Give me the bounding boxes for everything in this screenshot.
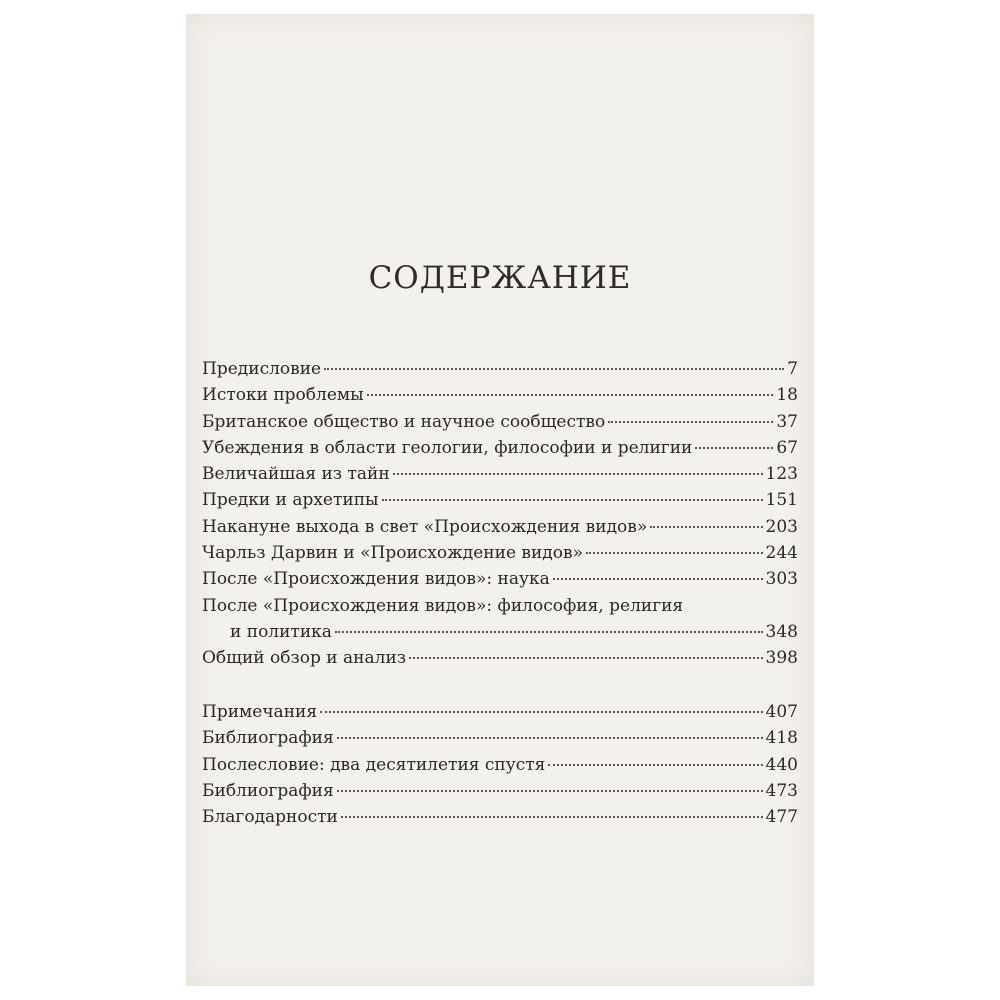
toc-entry [202,385,798,411]
toc-entry [202,438,798,464]
toc-entry-label: Библиография [202,728,334,749]
toc-entry-page: 418 [765,728,798,749]
toc-entry [202,807,798,833]
toc-entry [202,702,798,728]
toc-back-matter-list [202,702,798,833]
dot-leader [393,473,763,475]
dot-leader [586,552,763,554]
toc-entry-label: Убеждения в области геологии, философии и религии [202,437,693,458]
toc-entry [202,359,798,385]
toc-entry-label: Библиография [202,780,334,801]
toc-entry-label: После «Происхождения видов»: наука [202,569,550,590]
dot-leader [548,764,762,766]
book-page [186,14,814,986]
toc-entry-page: 303 [765,569,798,590]
toc-entry-page: 407 [765,702,798,722]
toc-entry-page: 477 [765,807,798,828]
toc-entry-label: Предисловие [202,359,322,379]
dot-leader [335,631,763,633]
toc-entry [202,648,798,674]
toc-entry-page: 244 [765,543,798,564]
toc-entry-label: Благодарности [202,807,338,828]
dot-leader [320,711,762,713]
dot-leader [608,421,773,423]
toc-entry [202,543,798,569]
dot-leader [337,737,763,739]
dot-leader [324,368,784,370]
toc-entry-label: После «Происхождения видов»: философия, религия [202,595,684,616]
toc-entry-label: Величайшая из тайн [202,464,390,485]
page-title: СОДЕРЖАНИЕ [368,260,632,296]
toc-entry [202,490,798,516]
toc-entry-line-2 [202,622,798,648]
toc-entry [202,728,798,754]
dot-leader [367,394,774,396]
toc-entry-page: 7 [787,359,798,379]
toc-entry-page: 473 [765,780,798,801]
toc-entry [202,755,798,781]
toc-main-list [202,359,798,675]
toc-entry [202,412,798,438]
toc-entry-label: Общий обзор и анализ [202,648,407,669]
dot-leader [650,526,762,528]
toc-entry-label: Примечания [202,702,318,722]
dot-leader [337,790,763,792]
toc-entry-label: Накануне выхода в свет «Происхождения видов» [202,516,648,537]
toc-entry-page: 440 [765,754,798,775]
dot-leader [553,578,763,580]
toc-entry-label: Британское общество и научное сообщество [202,411,606,432]
toc-entry-label: Истоки проблемы [202,385,364,406]
toc-entry [202,569,798,595]
toc-entry-page: 123 [765,464,798,485]
toc-entry-page: 37 [776,411,798,432]
toc-entry-page: 18 [776,385,798,406]
dot-leader [382,499,763,501]
toc-entry-label: Послесловие: два десятилетия спустя [202,754,546,775]
toc-entry-page: 151 [765,490,798,511]
dot-leader [341,816,763,818]
toc-entry [202,781,798,807]
toc-entry-page: 67 [776,437,798,458]
toc-entry-page: 203 [765,516,798,537]
toc-entry-line-1 [202,596,798,622]
toc-entry [202,517,798,543]
toc-entry-label: Чарльз Дарвин и «Происхождение видов» [202,543,583,564]
toc-entry-label-continued: и политика [230,621,332,642]
toc-entry [202,596,798,649]
toc-entry-label: Предки и архетипы [202,490,379,511]
toc-entry-page: 348 [765,621,798,642]
toc-entry-page: 398 [765,648,798,669]
dot-leader [409,657,763,659]
dot-leader [695,447,773,449]
toc-entry [202,464,798,490]
